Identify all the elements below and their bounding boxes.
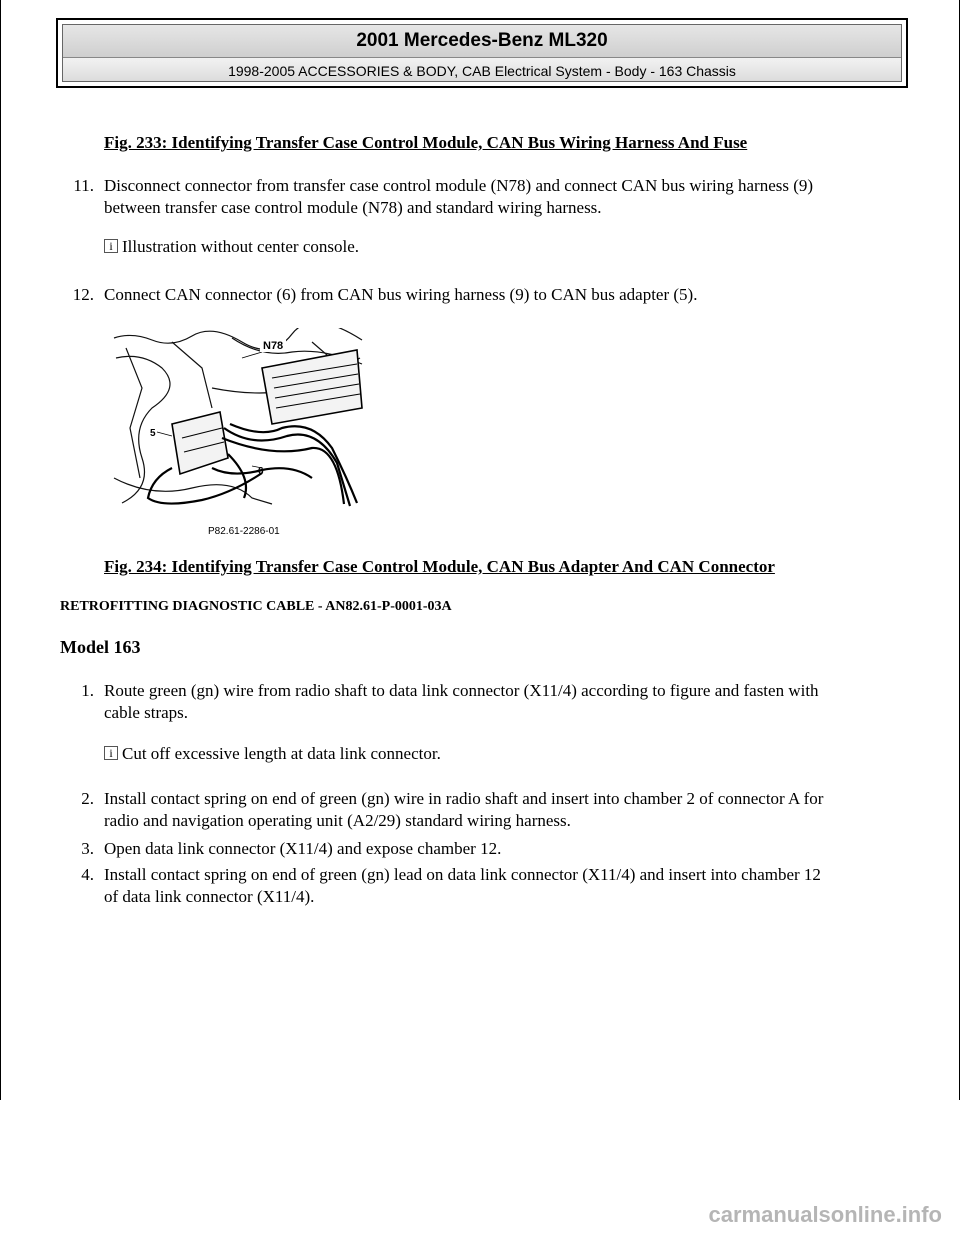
header-subtitle: 1998-2005 ACCESSORIES & BODY, CAB Electrical System - Body - 163 Chassis	[63, 58, 901, 81]
step-2-line1: Install contact spring on end of green (gn) wire in radio shaft and insert into chamber 2 of connector A for	[104, 789, 824, 808]
step-11-note	[104, 236, 359, 258]
step-12-number: 12.	[72, 285, 94, 304]
step-1-line2: cable straps.	[104, 703, 189, 722]
wiring-illustration	[112, 328, 364, 544]
callout-6: 6	[258, 466, 264, 477]
wiring-drawing	[112, 328, 364, 528]
step-4-number: 4.	[81, 865, 94, 884]
figure-label: P82.61-2286-01	[208, 526, 280, 537]
header-title: 2001 Mercedes-Benz ML320	[63, 25, 901, 58]
callout-n78: N78	[263, 340, 284, 352]
step-11-number: 11.	[73, 176, 94, 195]
fig-234-caption: Fig. 234: Identifying Transfer Case Control Module, CAN Bus Adapter And CAN Connector	[104, 557, 775, 576]
info-icon: i	[104, 239, 118, 253]
step-2-line2: radio and navigation operating unit (A2/29) standard wiring harness.	[104, 811, 571, 830]
step-4-line1: Install contact spring on end of green (gn) lead on data link connector (X11/4) and insert into chamber 12	[104, 865, 821, 884]
section-title: RETROFITTING DIAGNOSTIC CABLE - AN82.61-P-0001-03A	[60, 599, 452, 614]
step-11-line1: Disconnect connector from transfer case control module (N78) and connect CAN bus wiring harness (9)	[104, 176, 814, 195]
watermark: carmanualsonline.info	[708, 1202, 942, 1227]
step-1-number: 1.	[81, 681, 94, 700]
step-3-number: 3.	[81, 839, 94, 858]
step-2-number: 2.	[81, 789, 94, 808]
step-12-text: Connect CAN connector (6) from CAN bus wiring harness (9) to CAN bus adapter (5).	[104, 285, 698, 304]
page-header	[56, 18, 908, 88]
model-title: Model 163	[60, 637, 141, 657]
step-3-line1: Open data link connector (X11/4) and expose chamber 12.	[104, 839, 502, 858]
step-1-note-text: Cut off excessive length at data link connector.	[122, 744, 441, 763]
callout-5: 5	[150, 428, 156, 439]
fig-233-caption: Fig. 233: Identifying Transfer Case Control Module, CAN Bus Wiring Harness And Fuse	[104, 133, 748, 152]
info-icon: i	[104, 746, 118, 760]
header-inner	[62, 24, 902, 82]
step-1-line1: Route green (gn) wire from radio shaft to data link connector (X11/4) according to figure and fasten with	[104, 681, 819, 700]
step-11-note-text: Illustration without center console.	[122, 237, 359, 256]
step-1-note	[104, 743, 441, 765]
step-11-line2: between transfer case control module (N78) and standard wiring harness.	[104, 198, 602, 217]
step-4-line2: of data link connector (X11/4).	[104, 887, 315, 906]
